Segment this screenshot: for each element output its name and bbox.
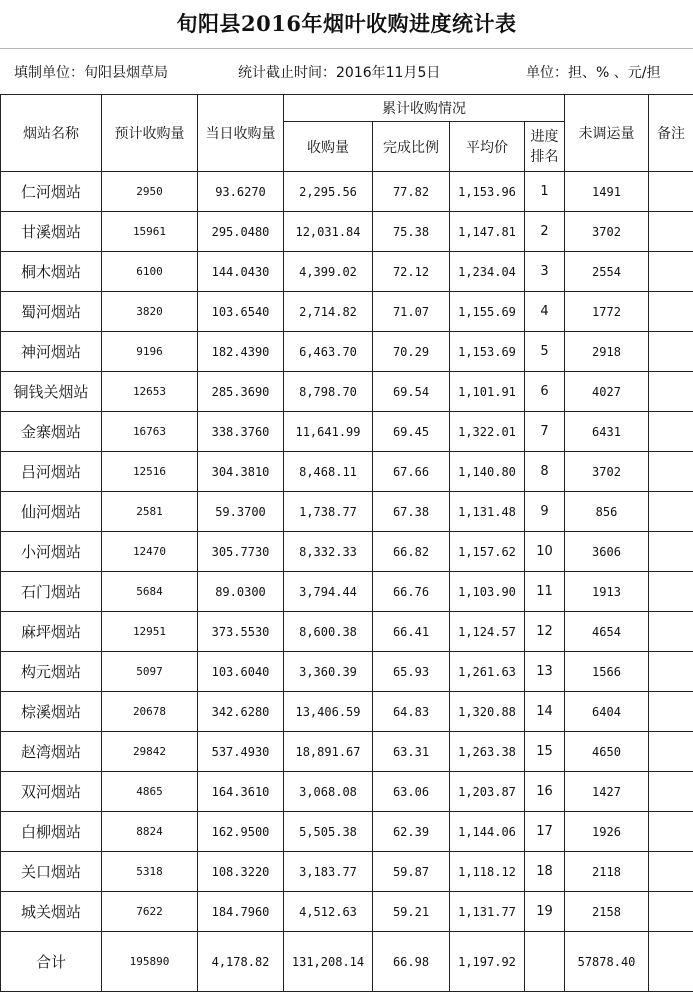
- daily-cell: 103.6540: [198, 292, 284, 332]
- rank-cell: 19: [525, 892, 565, 932]
- ratio-cell: 71.07: [373, 292, 450, 332]
- rank-cell: 2: [525, 212, 565, 252]
- avg-price-cell: 1,131.77: [450, 892, 525, 932]
- remark-cell: [649, 452, 693, 492]
- unshipped-cell: 4654: [565, 612, 649, 652]
- rank-cell: 10: [525, 532, 565, 572]
- remark-cell: [649, 852, 693, 892]
- plan-cell: 20678: [102, 692, 198, 732]
- avg-price-cell: 1,124.57: [450, 612, 525, 652]
- rank-cell: 7: [525, 412, 565, 452]
- purchased-cell: 2,295.56: [284, 172, 373, 212]
- table-row: [1, 652, 693, 692]
- unshipped-cell: 1926: [565, 812, 649, 852]
- table-row: [1, 292, 693, 332]
- daily-cell: 305.7730: [198, 532, 284, 572]
- remark-cell: [649, 732, 693, 772]
- daily-cell: 93.6270: [198, 172, 284, 212]
- daily-cell: 537.4930: [198, 732, 284, 772]
- table-row: [1, 812, 693, 852]
- unshipped-cell: 57878.40: [565, 932, 649, 992]
- remark-cell: [649, 772, 693, 812]
- table-row: [1, 612, 693, 652]
- table-row: [1, 492, 693, 532]
- station-name-cell: 麻坪烟站: [1, 612, 102, 652]
- plan-cell: 12653: [102, 372, 198, 412]
- header-avg-price: 平均价: [450, 122, 525, 172]
- daily-cell: 342.6280: [198, 692, 284, 732]
- unshipped-cell: 2158: [565, 892, 649, 932]
- unshipped-cell: 2918: [565, 332, 649, 372]
- station-name-cell: 双河烟站: [1, 772, 102, 812]
- plan-cell: 12516: [102, 452, 198, 492]
- daily-cell: 144.0430: [198, 252, 284, 292]
- purchased-cell: 3,360.39: [284, 652, 373, 692]
- daily-cell: 59.3700: [198, 492, 284, 532]
- header-plan: 预计收购量: [102, 95, 198, 172]
- table-row: [1, 772, 693, 812]
- ratio-cell: 72.12: [373, 252, 450, 292]
- plan-cell: 9196: [102, 332, 198, 372]
- remark-cell: [649, 412, 693, 452]
- filling-unit: 填制单位：旬阳县烟草局: [14, 65, 168, 81]
- remark-cell: [649, 892, 693, 932]
- daily-cell: 184.7960: [198, 892, 284, 932]
- avg-price-cell: 1,147.81: [450, 212, 525, 252]
- table-row: [1, 172, 693, 212]
- daily-cell: 164.3610: [198, 772, 284, 812]
- rank-cell: 4: [525, 292, 565, 332]
- daily-cell: 304.3810: [198, 452, 284, 492]
- unshipped-cell: 3702: [565, 452, 649, 492]
- rank-cell: 14: [525, 692, 565, 732]
- plan-cell: 4865: [102, 772, 198, 812]
- purchased-cell: 4,512.63: [284, 892, 373, 932]
- header-ratio: 完成比例: [373, 122, 450, 172]
- plan-cell: 16763: [102, 412, 198, 452]
- unshipped-cell: 2554: [565, 252, 649, 292]
- plan-cell: 2950: [102, 172, 198, 212]
- avg-price-cell: 1,131.48: [450, 492, 525, 532]
- rank-cell: 9: [525, 492, 565, 532]
- station-name-cell: 构元烟站: [1, 652, 102, 692]
- plan-cell: 8824: [102, 812, 198, 852]
- rank-cell: 18: [525, 852, 565, 892]
- daily-cell: 373.5530: [198, 612, 284, 652]
- remark-cell: [649, 812, 693, 852]
- avg-price-cell: 1,203.87: [450, 772, 525, 812]
- purchased-cell: 4,399.02: [284, 252, 373, 292]
- ratio-cell: 66.82: [373, 532, 450, 572]
- purchased-cell: 8,600.38: [284, 612, 373, 652]
- ratio-cell: 75.38: [373, 212, 450, 252]
- purchased-cell: 8,798.70: [284, 372, 373, 412]
- station-name-cell: 桐木烟站: [1, 252, 102, 292]
- rank-cell: 3: [525, 252, 565, 292]
- daily-cell: 295.0480: [198, 212, 284, 252]
- purchased-cell: 3,794.44: [284, 572, 373, 612]
- plan-cell: 12951: [102, 612, 198, 652]
- unshipped-cell: 6431: [565, 412, 649, 452]
- remark-cell: [649, 572, 693, 612]
- purchased-cell: 3,068.08: [284, 772, 373, 812]
- unshipped-cell: 1427: [565, 772, 649, 812]
- plan-cell: 15961: [102, 212, 198, 252]
- station-name-cell: 神河烟站: [1, 332, 102, 372]
- remark-cell: [649, 372, 693, 412]
- daily-cell: 103.6040: [198, 652, 284, 692]
- ratio-cell: 66.76: [373, 572, 450, 612]
- header-purchased: 收购量: [284, 122, 373, 172]
- station-name-cell: 赵湾烟站: [1, 732, 102, 772]
- avg-price-cell: 1,140.80: [450, 452, 525, 492]
- plan-cell: 5097: [102, 652, 198, 692]
- daily-cell: 182.4390: [198, 332, 284, 372]
- unshipped-cell: 1491: [565, 172, 649, 212]
- table-row: [1, 692, 693, 732]
- table-row: [1, 852, 693, 892]
- header-unshipped: 未调运量: [565, 95, 649, 172]
- remark-cell: [649, 652, 693, 692]
- ratio-cell: 63.31: [373, 732, 450, 772]
- unshipped-cell: 856: [565, 492, 649, 532]
- ratio-cell: 70.29: [373, 332, 450, 372]
- table-row: [1, 532, 693, 572]
- rank-cell: 16: [525, 772, 565, 812]
- unshipped-cell: 3702: [565, 212, 649, 252]
- table-body: [1, 172, 693, 992]
- remark-cell: [649, 492, 693, 532]
- station-name-cell: 关口烟站: [1, 852, 102, 892]
- plan-cell: 3820: [102, 292, 198, 332]
- ratio-cell: 77.82: [373, 172, 450, 212]
- header-cumulative: 累计收购情况: [284, 95, 565, 122]
- table-row: [1, 892, 693, 932]
- total-row: [1, 932, 693, 992]
- ratio-cell: 66.41: [373, 612, 450, 652]
- daily-cell: 89.0300: [198, 572, 284, 612]
- table-row: [1, 412, 693, 452]
- avg-price-cell: 1,155.69: [450, 292, 525, 332]
- ratio-cell: 59.87: [373, 852, 450, 892]
- purchase-table: [0, 94, 693, 992]
- purchased-cell: 18,891.67: [284, 732, 373, 772]
- ratio-cell: 63.06: [373, 772, 450, 812]
- station-name-cell: 吕河烟站: [1, 452, 102, 492]
- remark-cell: [649, 292, 693, 332]
- table-row: [1, 732, 693, 772]
- station-name-cell: 仁河烟站: [1, 172, 102, 212]
- remark-cell: [649, 532, 693, 572]
- header-remark: 备注: [649, 95, 693, 172]
- avg-price-cell: 1,153.96: [450, 172, 525, 212]
- header-station: 烟站名称: [1, 95, 102, 172]
- ratio-cell: 69.54: [373, 372, 450, 412]
- plan-cell: 195890: [102, 932, 198, 992]
- unshipped-cell: 4027: [565, 372, 649, 412]
- daily-cell: 162.9500: [198, 812, 284, 852]
- station-name-cell: 白柳烟站: [1, 812, 102, 852]
- avg-price-cell: 1,157.62: [450, 532, 525, 572]
- remark-cell: [649, 692, 693, 732]
- daily-cell: 338.3760: [198, 412, 284, 452]
- purchased-cell: 5,505.38: [284, 812, 373, 852]
- station-name-cell: 石门烟站: [1, 572, 102, 612]
- rank-cell: 12: [525, 612, 565, 652]
- unshipped-cell: 1913: [565, 572, 649, 612]
- remark-cell: [649, 332, 693, 372]
- plan-cell: 12470: [102, 532, 198, 572]
- unshipped-cell: 1566: [565, 652, 649, 692]
- avg-price-cell: 1,263.38: [450, 732, 525, 772]
- purchased-cell: 3,183.77: [284, 852, 373, 892]
- avg-price-cell: 1,197.92: [450, 932, 525, 992]
- purchased-cell: 13,406.59: [284, 692, 373, 732]
- avg-price-cell: 1,144.06: [450, 812, 525, 852]
- daily-cell: 108.3220: [198, 852, 284, 892]
- station-name-cell: 金寨烟站: [1, 412, 102, 452]
- remark-cell: [649, 212, 693, 252]
- rank-cell: 1: [525, 172, 565, 212]
- purchased-cell: 6,463.70: [284, 332, 373, 372]
- unshipped-cell: 3606: [565, 532, 649, 572]
- station-name-cell: 甘溪烟站: [1, 212, 102, 252]
- unshipped-cell: 4650: [565, 732, 649, 772]
- info-bar: [0, 48, 693, 94]
- avg-price-cell: 1,320.88: [450, 692, 525, 732]
- remark-cell: [649, 172, 693, 212]
- ratio-cell: 65.93: [373, 652, 450, 692]
- table-row: [1, 252, 693, 292]
- ratio-cell: 62.39: [373, 812, 450, 852]
- rank-cell: 15: [525, 732, 565, 772]
- purchased-cell: 8,332.33: [284, 532, 373, 572]
- station-name-cell: 仙河烟站: [1, 492, 102, 532]
- rank-cell: 6: [525, 372, 565, 412]
- daily-cell: 4,178.82: [198, 932, 284, 992]
- rank-cell: 11: [525, 572, 565, 612]
- ratio-cell: 69.45: [373, 412, 450, 452]
- avg-price-cell: 1,118.12: [450, 852, 525, 892]
- rank-cell: 13: [525, 652, 565, 692]
- ratio-cell: 66.98: [373, 932, 450, 992]
- purchased-cell: 1,738.77: [284, 492, 373, 532]
- station-name-cell: 蜀河烟站: [1, 292, 102, 332]
- ratio-cell: 67.38: [373, 492, 450, 532]
- remark-cell: [649, 932, 693, 992]
- table-row: [1, 372, 693, 412]
- plan-cell: 2581: [102, 492, 198, 532]
- station-name-cell: 铜钱关烟站: [1, 372, 102, 412]
- purchased-cell: 8,468.11: [284, 452, 373, 492]
- station-name-cell: 棕溪烟站: [1, 692, 102, 732]
- avg-price-cell: 1,234.04: [450, 252, 525, 292]
- purchased-cell: 2,714.82: [284, 292, 373, 332]
- purchased-cell: 131,208.14: [284, 932, 373, 992]
- avg-price-cell: 1,153.69: [450, 332, 525, 372]
- unshipped-cell: 2118: [565, 852, 649, 892]
- avg-price-cell: 1,101.91: [450, 372, 525, 412]
- plan-cell: 5684: [102, 572, 198, 612]
- remark-cell: [649, 252, 693, 292]
- unshipped-cell: 6404: [565, 692, 649, 732]
- unit-text: 单位：担、% 、元/担: [526, 65, 661, 81]
- plan-cell: 5318: [102, 852, 198, 892]
- purchased-cell: 12,031.84: [284, 212, 373, 252]
- header-daily: 当日收购量: [198, 95, 284, 172]
- remark-cell: [649, 612, 693, 652]
- rank-cell: [525, 932, 565, 992]
- table-row: [1, 212, 693, 252]
- purchased-cell: 11,641.99: [284, 412, 373, 452]
- rank-cell: 17: [525, 812, 565, 852]
- rank-cell: 5: [525, 332, 565, 372]
- ratio-cell: 67.66: [373, 452, 450, 492]
- unshipped-cell: 1772: [565, 292, 649, 332]
- table-row: [1, 452, 693, 492]
- avg-price-cell: 1,261.63: [450, 652, 525, 692]
- table-row: [1, 332, 693, 372]
- ratio-cell: 59.21: [373, 892, 450, 932]
- avg-price-cell: 1,322.01: [450, 412, 525, 452]
- station-name-cell: 小河烟站: [1, 532, 102, 572]
- table-row: [1, 572, 693, 612]
- sheet-title: 旬阳县2016年烟叶收购进度统计表: [0, 0, 693, 49]
- station-name-cell: 城关烟站: [1, 892, 102, 932]
- plan-cell: 7622: [102, 892, 198, 932]
- plan-cell: 6100: [102, 252, 198, 292]
- station-name-cell: 合计: [1, 932, 102, 992]
- rank-cell: 8: [525, 452, 565, 492]
- header-rank: 进度 排名: [525, 122, 565, 172]
- avg-price-cell: 1,103.90: [450, 572, 525, 612]
- ratio-cell: 64.83: [373, 692, 450, 732]
- deadline-text: 统计截止时间：2016年11月5日: [238, 65, 441, 81]
- daily-cell: 285.3690: [198, 372, 284, 412]
- plan-cell: 29842: [102, 732, 198, 772]
